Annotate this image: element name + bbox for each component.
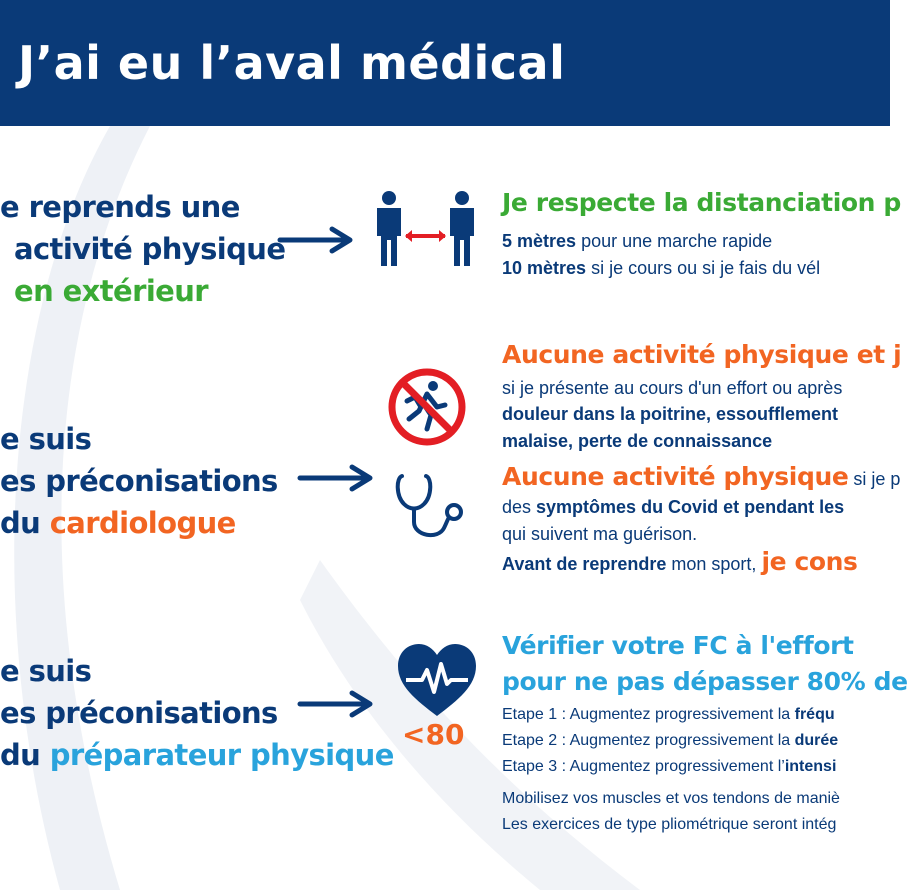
arrow-right-icon xyxy=(298,464,376,492)
page-title: J’ai eu l’aval médical xyxy=(18,36,566,90)
row3-left-line3 xyxy=(0,734,394,776)
row1-left-line1: e reprends une xyxy=(0,190,240,224)
row3-step2 xyxy=(502,728,838,754)
no-running-icon xyxy=(387,367,467,447)
row3-heading-line1: Vérifier votre FC à l'effort xyxy=(502,631,854,660)
row3-step1-prefix: Etape 1 : Augmentez progressivement la xyxy=(502,706,795,723)
row3-left-line3-highlight: préparateur physique xyxy=(49,738,394,772)
arrow-right-icon xyxy=(298,690,376,718)
row1-line2-rest: si je cours ou si je fais du vél xyxy=(586,258,821,278)
row3-step2-bold: durée xyxy=(794,732,839,749)
row2-heading2-text: Aucune activité physique xyxy=(502,462,849,491)
row1-left-line2: activité physique xyxy=(14,232,286,266)
row2-left-line3-prefix: du xyxy=(0,506,50,540)
row3-step1-bold: fréqu xyxy=(794,706,835,723)
arrow-right-icon xyxy=(278,226,356,254)
row2-p1-line1: si je présente au cours d'un effort ou après xyxy=(502,378,843,398)
row2-p1-line2 xyxy=(502,402,838,427)
row1-left-text xyxy=(0,186,285,312)
row1-line2-bold: 10 mètres xyxy=(502,258,587,278)
row2-left-text xyxy=(0,418,278,544)
row1-line1-bold: 5 mètres xyxy=(502,231,577,251)
row1-line1-rest: pour une marche rapide xyxy=(576,231,773,251)
row2-p3-rest: mon sport, xyxy=(666,554,762,574)
stethoscope-icon xyxy=(392,470,466,546)
row3-heading-line2: pour ne pas dépasser 80% de xyxy=(502,667,908,696)
row2-p3 xyxy=(502,549,858,577)
row1-line1 xyxy=(502,229,772,254)
heart-rate-icon xyxy=(396,642,478,718)
row2-p2-line1 xyxy=(502,495,844,520)
row2-p1-line2-bold: douleur dans la poitrine, essoufflement xyxy=(502,404,839,424)
row3-left-line3-prefix: du xyxy=(0,738,50,772)
row2-p3-bold: Avant de reprendre xyxy=(502,554,667,574)
header-banner xyxy=(0,0,890,126)
row2-p2-line2: qui suivent ma guérison. xyxy=(502,524,698,544)
row3-heading xyxy=(502,628,908,700)
row2-heading2-rest: si je p xyxy=(848,469,901,489)
row3-note-line2: Les exercices de type pliométrique seront intég xyxy=(502,816,837,833)
row2-heading2 xyxy=(502,462,900,492)
row2-p3-highlight: je cons xyxy=(761,547,858,576)
row3-left-line1: e suis xyxy=(0,654,92,688)
row2-heading1: Aucune activité physique et j xyxy=(502,340,902,369)
row2-left-line1: e suis xyxy=(0,422,92,456)
row2-p2-line1-bold: symptômes du Covid et pendant les xyxy=(536,497,845,517)
row3-step3 xyxy=(502,754,836,780)
row2-p1-line3-bold: malaise, perte de connaissance xyxy=(502,431,773,451)
row3-step3-bold: intensi xyxy=(784,758,837,775)
row2-left-line3-highlight: cardiologue xyxy=(49,506,236,540)
row2-p2-line1-prefix: des xyxy=(502,497,537,517)
row1-left-line3: en extérieur xyxy=(14,274,208,308)
row2-left-line3 xyxy=(0,502,278,544)
row1-heading: Je respecte la distanciation p xyxy=(502,188,901,217)
row1-line2 xyxy=(502,256,820,281)
social-distance-icon xyxy=(372,190,480,268)
heart-rate-label: <80 xyxy=(402,718,465,751)
row3-step2-prefix: Etape 2 : Augmentez progressivement la xyxy=(502,732,795,749)
row3-step1 xyxy=(502,702,835,728)
row3-note-line1: Mobilisez vos muscles et vos tendons de maniè xyxy=(502,790,840,807)
row3-step3-prefix: Etape 3 : Augmentez progressivement l’ xyxy=(502,758,785,775)
row3-left-line2: es préconisations xyxy=(0,696,278,730)
row2-p1-line3 xyxy=(502,429,772,454)
row2-left-line2: es préconisations xyxy=(0,464,278,498)
